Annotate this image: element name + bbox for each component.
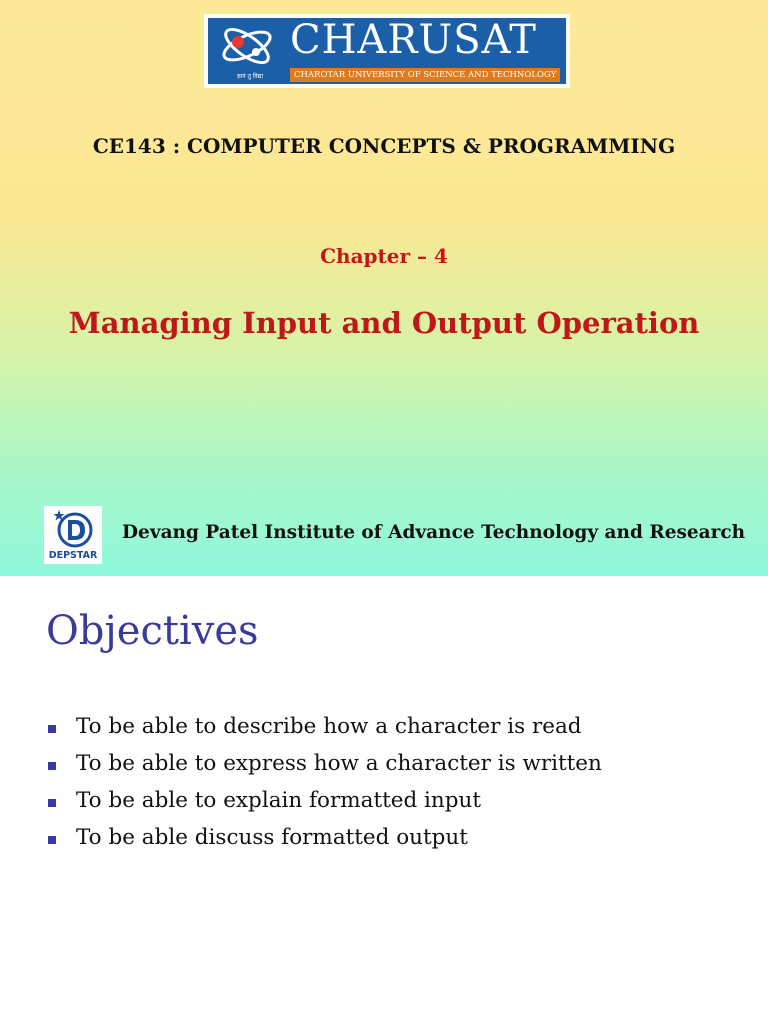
depstar-emblem-icon bbox=[53, 508, 93, 550]
course-title: CE143 : COMPUTER CONCEPTS & PROGRAMMING bbox=[92, 134, 676, 158]
square-bullet-icon bbox=[48, 799, 56, 807]
list-item-text: To be able to describe how a character is read bbox=[76, 714, 582, 739]
list-item-text: To be able discuss formatted output bbox=[76, 825, 468, 850]
list-item bbox=[46, 751, 602, 788]
objectives-list bbox=[46, 714, 602, 862]
depstar-logo bbox=[44, 506, 102, 564]
square-bullet-icon bbox=[48, 762, 56, 770]
atom-emblem-icon bbox=[218, 22, 276, 70]
logo-emblem bbox=[208, 18, 286, 84]
logo-subtitle: CHAROTAR UNIVERSITY OF SCIENCE AND TECHNOLOGY bbox=[290, 68, 560, 82]
depstar-logo-text: DEPSTAR bbox=[48, 550, 98, 561]
charusat-logo bbox=[204, 14, 570, 88]
chapter-label: Chapter – 4 bbox=[320, 244, 448, 268]
institute-name: Devang Patel Institute of Advance Technology and Research bbox=[122, 522, 746, 543]
square-bullet-icon bbox=[48, 725, 56, 733]
chapter-title: Managing Input and Output Operation bbox=[68, 306, 700, 340]
list-item bbox=[46, 714, 602, 751]
logo-motto: ज्ञानं तु विद्या bbox=[236, 73, 264, 80]
objectives-heading: Objectives bbox=[46, 608, 259, 654]
square-bullet-icon bbox=[48, 836, 56, 844]
list-item bbox=[46, 788, 602, 825]
list-item-text: To be able to express how a character is written bbox=[76, 751, 602, 776]
list-item bbox=[46, 825, 602, 862]
list-item-text: To be able to explain formatted input bbox=[76, 788, 482, 813]
logo-wordmark: CHARUSAT bbox=[290, 17, 537, 63]
